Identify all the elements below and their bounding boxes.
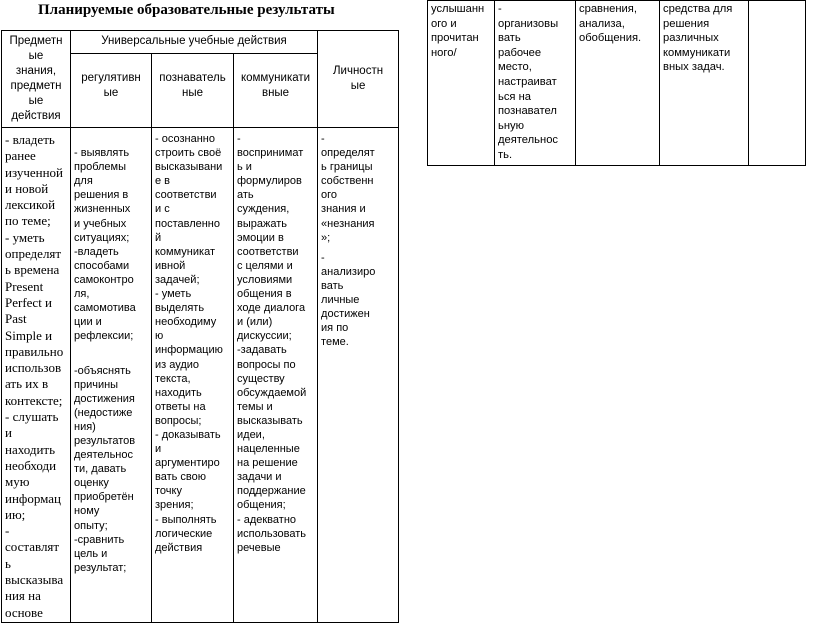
regulative-part-2: -объяснять причины достижения (недостиже ния) результатов деятельнос ти, давать оценку приобретён ному опыту; -сравнить цель и результат; (74, 364, 136, 574)
page-title: Планируемые образовательные результаты (38, 2, 335, 18)
results-table (1, 30, 399, 623)
header-cognitive: познаватель ные (152, 54, 234, 128)
regulative-part-1: - выявлять проблемы для решения в жизненных и учебных ситуациях; -владеть способами самоконтро ля, самомотива ции и рефлексии; (74, 147, 136, 343)
continuation-table (427, 0, 806, 166)
cell-personal (318, 128, 399, 623)
cell-subject: - владеть ранее изученной и новой лексикой по теме; - уметь определят ь времена Present Perfect и Past Simple и правильно использов ать их в контексте; - слушать и находить необходи мую информац ию; - составлят ь высказыва ния на основе (2, 128, 71, 623)
header-uud: Универсальные учебные действия (71, 31, 318, 54)
header-communicative: коммуникати вные (234, 54, 318, 128)
personal-part-1: - определят ь границы собственн ого знания и «незнания »; (321, 133, 375, 244)
cont-cognitive: сравнения, анализа, обобщения. (576, 1, 660, 166)
cell-cognitive: - осознанно строить своё высказывани е в соответстви и с поставленно й коммуникат ивной задачей; - уметь выделять необходиму ю информацию из аудио текста, находить ответы на вопросы; - доказывать и аргументиро вать свою точку зрения; - выполнять логические действия (152, 128, 234, 623)
personal-part-2: - анализиро вать личные достижен ия по теме. (321, 251, 376, 349)
cell-regulative (71, 128, 152, 623)
header-regulative: регулятивн ые (71, 54, 152, 128)
cont-communicative: средства для решения различных коммуникати вных задач. (660, 1, 749, 166)
cont-subject: услышанн ого и прочитан ного/ (428, 1, 495, 166)
cont-regulative: - организовы вать рабочее место, настраиват ься на познавател ьную деятельнос ть. (495, 1, 576, 166)
cont-personal (749, 1, 806, 166)
header-personal: Личностн ые (318, 31, 399, 128)
cell-communicative: - воспринимат ь и формулиров ать суждения, выражать эмоции в соответстви с целями и условиями общения в ходе диалога и (или) дискуссии; -задавать вопросы по существу обсуждаемой темы и высказывать идеи, нацеленные на решение задачи и поддержание общения; - адекватно использовать речевые (234, 128, 318, 623)
header-subject: Предметн ые знания, предметн ые действия (2, 31, 71, 128)
